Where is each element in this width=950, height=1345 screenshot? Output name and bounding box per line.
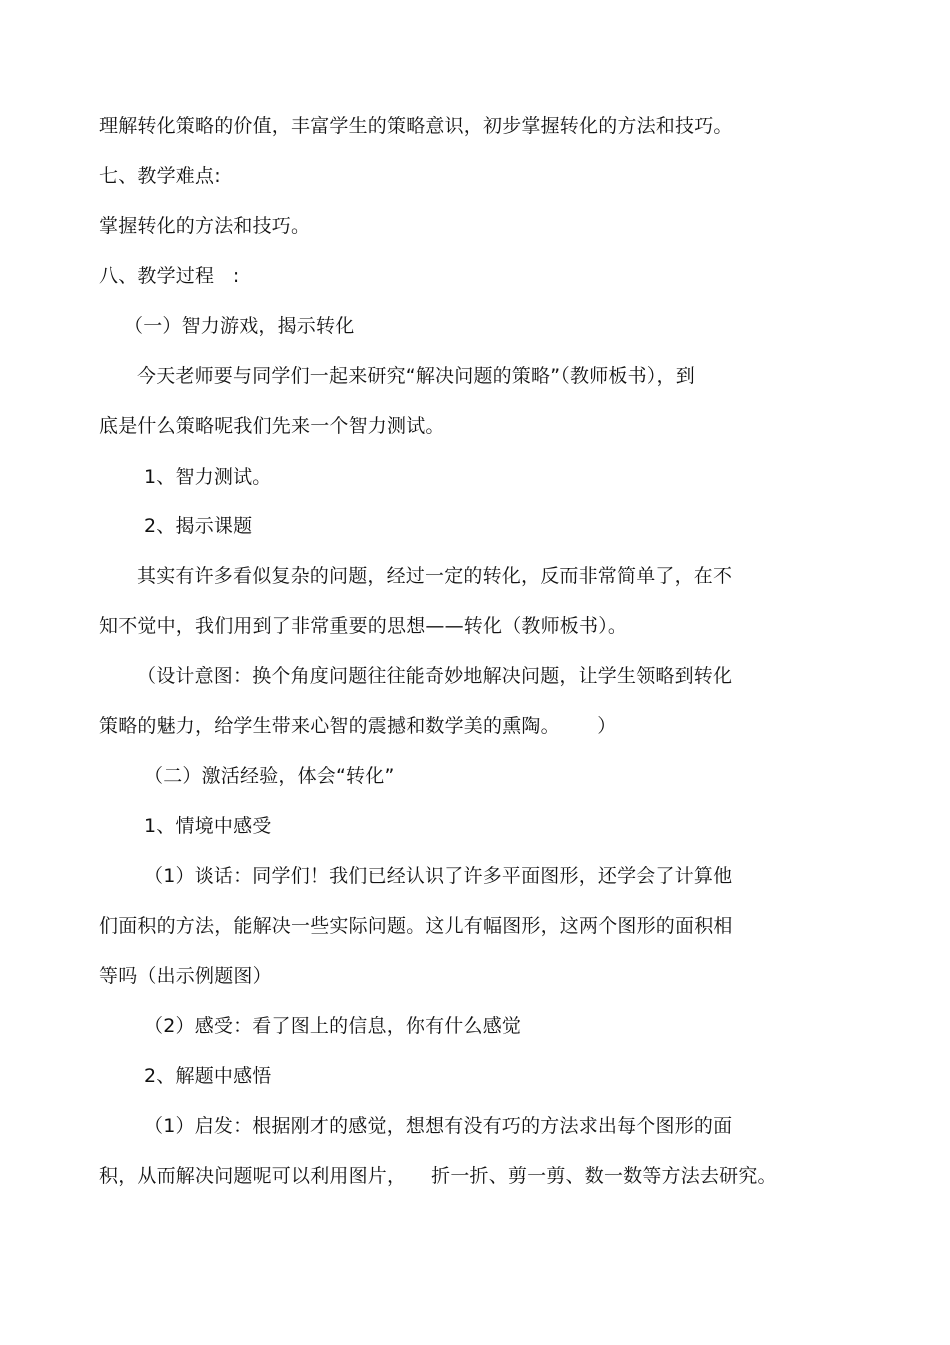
paragraph-line: 等吗（出示例题图） [99, 965, 272, 987]
paragraph-line: 策略的魅力，给学生带来心智的震撼和数学美的熏陶。 ） [99, 715, 617, 737]
paragraph-line: 积，从而解决问题呢可以利用图片， 折一折、剪一剪、数一数等方法去研究。 [99, 1165, 777, 1187]
paragraph-line: （2）感受：看了图上的信息，你有什么感觉 [144, 1015, 522, 1037]
section-heading: 七、教学难点: [99, 165, 221, 187]
paragraph-line: 其实有许多看似复杂的问题，经过一定的转化，反而非常简单了，在不 [137, 565, 733, 587]
paragraph-line: 今天老师要与同学们一起来研究“解决问题的策略”（教师板书），到 [137, 365, 695, 387]
subsection-heading: （二）激活经验，体会“转化” [144, 765, 395, 787]
list-item: 1、智力测试。 [144, 466, 272, 488]
paragraph-line: （设计意图：换个角度问题往往能奇妙地解决问题，让学生领略到转化 [137, 665, 733, 687]
paragraph-line: （1）启发：根据刚才的感觉，想想有没有巧的方法求出每个图形的面 [144, 1115, 733, 1137]
list-item: 2、揭示课题 [144, 515, 253, 537]
section-heading: 八、教学过程 : [99, 265, 240, 287]
paragraph-line: 底是什么策略呢我们先来一个智力测试。 [99, 415, 445, 437]
paragraph-line: （1）谈话：同学们！我们已经认识了许多平面图形，还学会了计算他 [144, 865, 733, 887]
list-item: 1、情境中感受 [144, 815, 272, 837]
paragraph-line: 们面积的方法，能解决一些实际问题。这儿有幅图形，这两个图形的面积相 [99, 915, 733, 937]
paragraph-line: 理解转化策略的价值，丰富学生的策略意识，初步掌握转化的方法和技巧。 [99, 115, 733, 137]
list-item: 2、解题中感悟 [144, 1065, 272, 1087]
paragraph-line: 掌握转化的方法和技巧。 [99, 215, 311, 237]
paragraph-line: 知不觉中，我们用到了非常重要的思想——转化（教师板书）。 [99, 615, 628, 637]
subsection-heading: （一）智力游戏，揭示转化 [124, 315, 355, 337]
